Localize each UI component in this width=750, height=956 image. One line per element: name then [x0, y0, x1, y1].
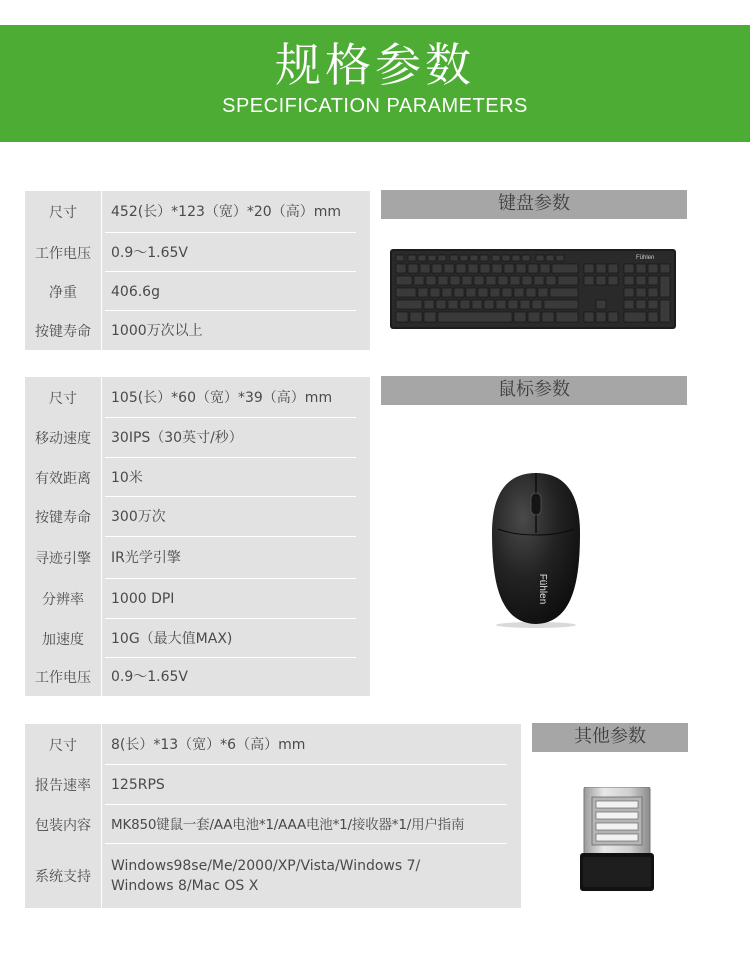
- header-banner: [0, 25, 750, 142]
- spec-label: 尺寸: [25, 377, 102, 418]
- spec-label: 工作电压: [25, 658, 102, 696]
- mouse-spec-table: [25, 377, 370, 696]
- mouse-image: [488, 471, 584, 629]
- spec-row: [25, 844, 521, 908]
- spec-row: [25, 658, 370, 696]
- spec-value: 10G（最大值MAX): [111, 630, 233, 647]
- spec-label: 移动速度: [25, 418, 102, 458]
- spec-value: 105(长）*60（宽）*39（高）mm: [111, 389, 333, 406]
- spec-row: [25, 765, 521, 805]
- spec-label: 有效距离: [25, 458, 102, 497]
- spec-value: MK850键鼠一套/AA电池*1/AAA电池*1/接收器*1/用户指南: [111, 816, 465, 833]
- spec-value: 452(长）*123（宽）*20（高）mm: [111, 204, 341, 220]
- spec-label: 寻迹引擎: [25, 537, 102, 579]
- keyboard-brand-logo: Fühlen: [636, 255, 655, 261]
- spec-label: 净重: [25, 272, 102, 311]
- spec-row: [25, 619, 370, 658]
- spec-value-line: Windows 8/Mac OS X: [111, 878, 259, 894]
- spec-value: 30IPS（30英寸/秒）: [111, 430, 243, 446]
- spec-label: 分辨率: [25, 579, 102, 619]
- spec-row: [25, 497, 370, 537]
- keyboard-spec-table: [25, 191, 370, 350]
- spec-value: 0.9～1.65V: [111, 669, 189, 685]
- spec-row: [25, 537, 370, 579]
- spec-label: 按键寿命: [25, 497, 102, 537]
- spec-row: [25, 458, 370, 497]
- spec-value: IR光学引擎: [111, 550, 181, 566]
- spec-row: [25, 191, 370, 233]
- spec-value: 0.9～1.65V: [111, 244, 189, 261]
- page-title: 规格参数: [275, 38, 475, 92]
- spec-row: [25, 724, 521, 765]
- spec-value: 10米: [111, 469, 143, 486]
- other-params-tag: 其他参数: [532, 723, 688, 752]
- spec-label: 按键寿命: [25, 311, 102, 350]
- spec-label: 加速度: [25, 619, 102, 658]
- spec-value: 1000万次以上: [111, 322, 203, 339]
- mouse-brand-logo: Fühlen: [537, 573, 548, 605]
- spec-value: 1000 DPI: [111, 591, 175, 607]
- page-subtitle: SPECIFICATION PARAMETERS: [222, 95, 528, 117]
- spec-value-line: Windows98se/Me/2000/XP/Vista/Windows 7/: [111, 858, 421, 874]
- receiver-image: [580, 787, 654, 893]
- spec-row: [25, 579, 370, 619]
- other-spec-table: [25, 724, 521, 908]
- spec-label: 尺寸: [25, 724, 102, 765]
- keyboard-image: [390, 249, 676, 329]
- spec-value: [102, 856, 420, 896]
- spec-label: 报告速率: [25, 765, 102, 805]
- spec-row: [25, 311, 370, 350]
- spec-label: 尺寸: [25, 191, 102, 233]
- spec-row: [25, 805, 521, 844]
- mouse-params-tag: 鼠标参数: [381, 376, 687, 405]
- spec-value: 406.6g: [111, 283, 160, 300]
- keyboard-params-tag: 键盘参数: [381, 190, 687, 219]
- spec-label: 系统支持: [25, 844, 102, 908]
- spec-value: 300万次: [111, 509, 166, 525]
- spec-value: 125RPS: [111, 777, 165, 793]
- spec-row: [25, 272, 370, 311]
- spec-label: 包装内容: [25, 805, 102, 844]
- spec-row: [25, 377, 370, 418]
- spec-label: 工作电压: [25, 233, 102, 272]
- spec-value: 8(长）*13（宽）*6（高）mm: [111, 736, 306, 753]
- spec-row: [25, 418, 370, 458]
- spec-row: [25, 233, 370, 272]
